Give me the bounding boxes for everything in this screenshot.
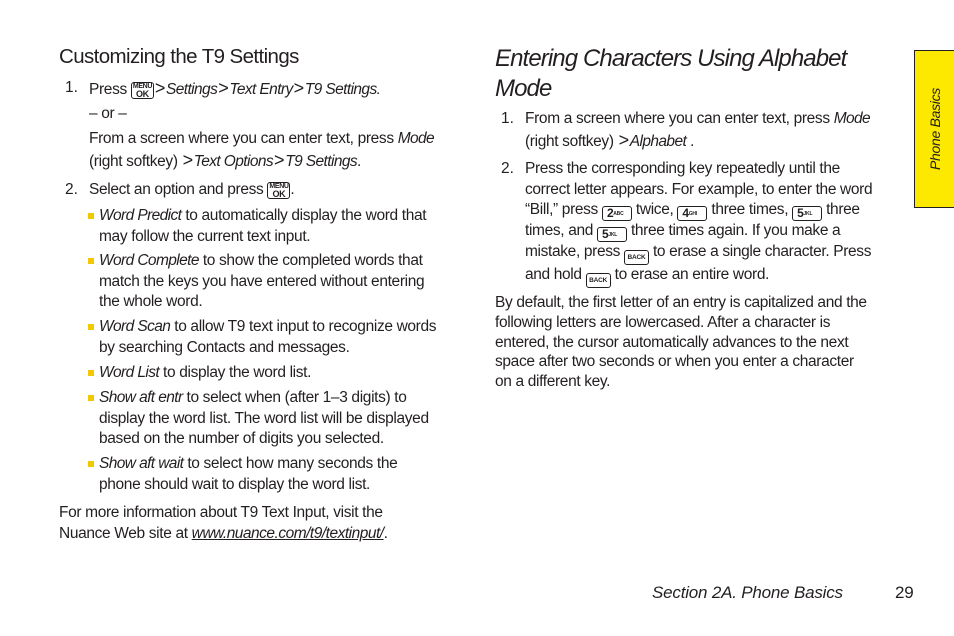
nuance-t9-link[interactable]: www.nuance.com/t9/textinput/ (191, 524, 384, 542)
step-number: 1. (501, 110, 514, 127)
option-word-predict: Word Predict to automatically display the word that may follow the current text input. (99, 207, 427, 245)
footer-section: Section 2A. Phone Basics (652, 583, 843, 602)
step-1-alt-path: (right softkey) >Text Options>T9 Settings. (89, 150, 361, 170)
more-info-paragraph: For more information about T9 Text Input, visit the Nuance Web site at www.nuance.com/t9/textinput/. (59, 504, 388, 542)
side-tab-label: Phone Basics (926, 87, 943, 171)
menu-ok-key-icon: MENU OK (132, 82, 153, 99)
or-separator: – or – (89, 105, 127, 122)
alpha-step-1: From a screen where you can enter text, press Mode (right softkey) >Alphabet . (525, 110, 871, 150)
alphabet-mode-heading: Entering Characters Using Alphabet Mode (495, 45, 847, 102)
option-show-aft-wait: Show aft wait to select how many seconds the phone should wait to display the word list. (99, 455, 398, 493)
settings-path: Settings (166, 81, 218, 98)
menu-ok-key-icon: MENU OK (269, 182, 289, 199)
step-number: 2. (501, 160, 514, 177)
step-2-line: Select an option and press MENU OK . (89, 181, 295, 199)
step-number: 2. (65, 181, 78, 198)
key-5-jkl-icon: $5^{JKL}$ (792, 206, 822, 221)
step-1-alt: From a screen where you can enter text, press Mode (89, 130, 435, 147)
option-word-complete: Word Complete to show the completed words that match the keys you have entered without entering the whole word. (99, 252, 425, 310)
back-key-icon: BACK (586, 273, 611, 288)
option-word-scan: Word Scan to allow T9 text input to recognize words by searching Contacts and messages. (99, 318, 437, 356)
option-word-list: Word List to display the word list. (99, 364, 312, 381)
step-number: 1. (65, 79, 78, 96)
alpha-step-2: Press the corresponding key repeatedly until the correct letter appears. For example, to enter the word “Bill,” press $2^{ABC}$ twice, $4^{GHI}$ three times, $5^{JKL}$ three times, and $5^{JKL}$ three times again. If you make a mistake, press BACK to erase a single character. Press and hold BACK to erase an entire word. (525, 159, 910, 288)
step-1-line: Press MENU OK >Settings>Text Entry>T9 Settings. (89, 78, 381, 99)
default-capitalization-paragraph: By default, the first letter of an entry is capitalized and the following letters are lowercased. After a character is entered, the cursor automatically advances to the next space after two seconds or when you enter a character on a different key. (495, 294, 867, 391)
section-side-tab (914, 50, 954, 208)
option-show-aft-entr: Show aft entr to select when (after 1–3 digits) to display the word list. The word list will be displayed based on the number of digits you selected. (99, 389, 429, 447)
key-5-jkl-icon: $5^{JKL}$ (597, 227, 627, 242)
back-key-icon: BACK (624, 250, 649, 265)
t9-settings-heading: Customizing the T9 Settings (59, 45, 299, 68)
page-number: 29 (895, 583, 914, 602)
key-2-abc-icon: $2^{ABC}$ (602, 206, 632, 221)
key-4-ghi-icon: $4^{GHI}$ (677, 206, 707, 221)
